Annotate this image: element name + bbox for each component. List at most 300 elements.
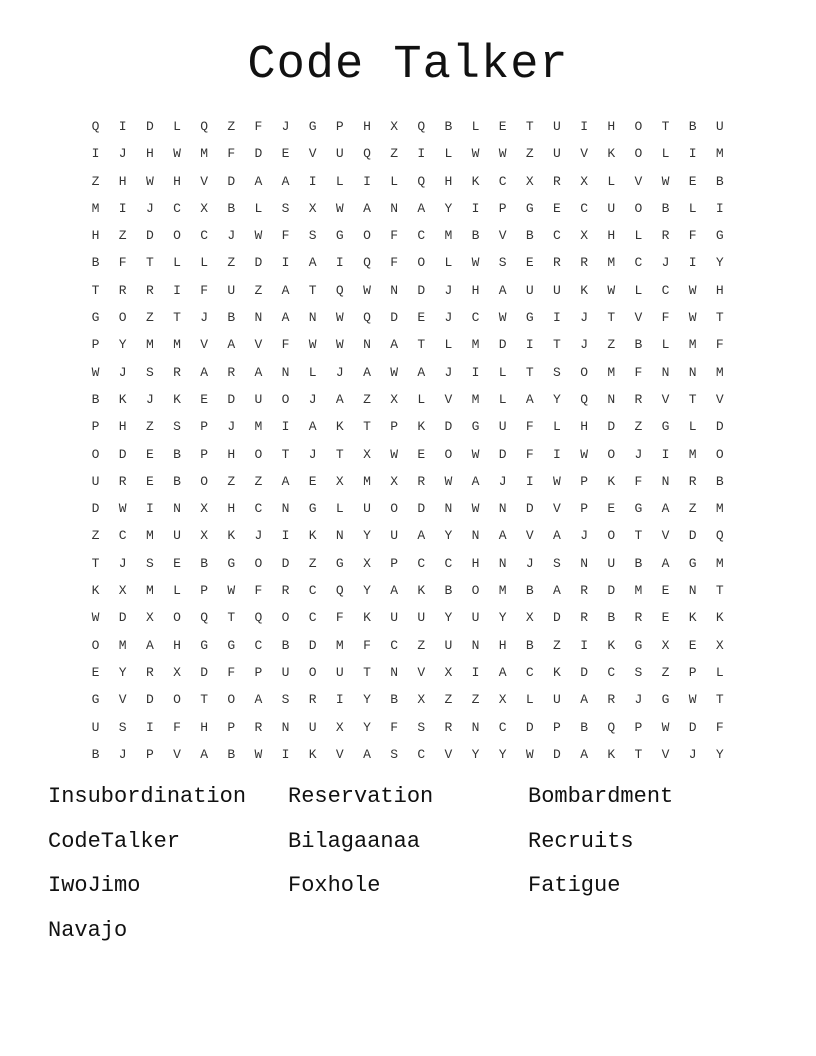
grid-letter: S	[553, 364, 561, 380]
grid-letter: T	[553, 337, 561, 353]
grid-letter: U	[525, 282, 534, 298]
grid-letter: V	[200, 337, 209, 353]
grid-letter: L	[173, 583, 181, 599]
grid-letter: D	[118, 446, 127, 462]
grid-letter: X	[580, 173, 588, 189]
grid-letter: P	[200, 419, 209, 435]
grid-letter: G	[471, 419, 480, 435]
grid-letter: M	[715, 501, 724, 517]
grid-letter: X	[390, 473, 399, 489]
grid-letter: E	[661, 583, 670, 599]
grid-letter: I	[281, 419, 290, 435]
grid-letter: A	[200, 364, 209, 380]
grid-letter: J	[227, 419, 236, 435]
grid-letter: C	[661, 282, 670, 298]
grid-letter: A	[580, 692, 588, 708]
grid-letter: E	[281, 146, 290, 162]
grid-letter: F	[281, 228, 290, 244]
grid-letter: H	[227, 501, 236, 517]
grid-letter: M	[335, 637, 344, 653]
grid-letter: X	[363, 555, 371, 571]
grid-letter: W	[335, 200, 344, 216]
grid-letter: P	[498, 200, 507, 216]
grid-letter: I	[471, 664, 480, 680]
grid-letter: W	[661, 173, 670, 189]
grid-letter: U	[390, 610, 399, 626]
grid-letter: S	[634, 664, 643, 680]
grid-letter: A	[281, 473, 290, 489]
grid-letter: T	[525, 364, 534, 380]
grid-letter: C	[308, 610, 317, 626]
grid-letter: A	[525, 391, 534, 407]
grid-letter: C	[444, 555, 453, 571]
grid-letter: U	[553, 282, 561, 298]
grid-letter: H	[145, 146, 154, 162]
grid-letter: B	[525, 637, 534, 653]
grid-letter: N	[281, 364, 290, 380]
grid-letter: P	[91, 419, 100, 435]
grid-letter: H	[363, 119, 371, 134]
grid-letter: I	[145, 719, 154, 735]
grid-letter: A	[363, 746, 371, 762]
grid-letter: L	[715, 664, 724, 680]
grid-letter: N	[390, 664, 399, 680]
grid-letter: K	[471, 173, 480, 189]
grid-letter: Q	[335, 282, 344, 298]
grid-letter: Y	[363, 528, 371, 544]
grid-letter: L	[471, 119, 480, 134]
grid-letter: B	[227, 310, 236, 326]
grid-letter: A	[553, 528, 561, 544]
grid-letter: E	[607, 501, 616, 517]
grid-letter: W	[308, 337, 317, 353]
grid-letter: K	[607, 146, 616, 162]
grid-letter: B	[525, 228, 534, 244]
grid-letter: W	[254, 746, 263, 762]
grid-letter: W	[335, 337, 344, 353]
grid-letter: W	[661, 719, 670, 735]
grid-letter: I	[363, 173, 371, 189]
grid-letter: L	[688, 200, 697, 216]
grid-letter: L	[335, 501, 344, 517]
grid-letter: W	[471, 446, 480, 462]
grid-letter: D	[145, 228, 154, 244]
grid-letter: E	[308, 473, 317, 489]
grid-letter: Y	[498, 610, 507, 626]
grid-letter: X	[118, 583, 127, 599]
grid-letter: R	[688, 473, 697, 489]
grid-letter: S	[417, 719, 426, 735]
grid-letter: H	[715, 282, 724, 298]
grid-letter: U	[227, 282, 236, 298]
grid-letter: W	[145, 173, 154, 189]
grid-letter: O	[200, 473, 209, 489]
grid-letter: D	[254, 146, 263, 162]
grid-letter: K	[607, 637, 616, 653]
grid-letter: Z	[471, 692, 480, 708]
grid-letter: P	[200, 446, 209, 462]
grid-letter: F	[227, 664, 236, 680]
grid-letter: Q	[607, 719, 616, 735]
word-list-item: CodeTalker	[48, 828, 181, 854]
grid-letter: P	[580, 473, 588, 489]
grid-letter: P	[688, 664, 697, 680]
grid-letter: A	[308, 255, 317, 271]
grid-letter: L	[634, 228, 643, 244]
grid-letter: J	[498, 473, 507, 489]
grid-letter: Z	[227, 119, 236, 134]
grid-letter: V	[580, 146, 588, 162]
grid-letter: R	[580, 610, 588, 626]
grid-letter: O	[173, 692, 181, 708]
grid-letter: J	[444, 364, 453, 380]
grid-letter: V	[308, 146, 317, 162]
grid-letter: U	[173, 528, 181, 544]
grid-letter: E	[417, 310, 426, 326]
grid-letter: X	[525, 173, 534, 189]
grid-letter: T	[173, 310, 181, 326]
grid-letter: H	[173, 173, 181, 189]
grid-letter: J	[661, 255, 670, 271]
grid-letter: N	[607, 391, 616, 407]
grid-letter: P	[580, 501, 588, 517]
grid-letter: K	[607, 746, 616, 762]
grid-letter: B	[200, 555, 209, 571]
grid-letter: N	[363, 337, 371, 353]
grid-letter: M	[444, 228, 453, 244]
grid-letter: I	[471, 200, 480, 216]
grid-letter: S	[281, 200, 290, 216]
grid-letter: J	[580, 310, 588, 326]
grid-letter: J	[308, 391, 317, 407]
grid-letter: L	[498, 391, 507, 407]
grid-letter: D	[525, 719, 534, 735]
grid-letter: N	[390, 200, 399, 216]
grid-letter: X	[498, 692, 507, 708]
grid-letter: E	[91, 664, 100, 680]
grid-letter: W	[91, 364, 100, 380]
grid-letter: X	[580, 228, 588, 244]
grid-letter: C	[254, 637, 263, 653]
grid-letter: J	[118, 746, 127, 762]
grid-letter: S	[118, 719, 127, 735]
grid-letter: F	[254, 119, 263, 134]
grid-letter: I	[335, 692, 344, 708]
grid-letter: C	[553, 228, 561, 244]
grid-letter: O	[91, 446, 100, 462]
grid-letter: Q	[200, 610, 209, 626]
grid-letter: O	[281, 391, 290, 407]
grid-letter: A	[254, 173, 263, 189]
grid-letter: C	[308, 583, 317, 599]
grid-letter: B	[634, 555, 643, 571]
grid-letter: E	[200, 391, 209, 407]
grid-letter: W	[688, 282, 697, 298]
grid-letter: E	[145, 473, 154, 489]
grid-letter: I	[553, 310, 561, 326]
grid-letter: E	[688, 173, 697, 189]
grid-letter: H	[607, 119, 616, 134]
grid-letter: G	[308, 119, 317, 134]
grid-letter: M	[173, 337, 181, 353]
grid-letter: T	[335, 446, 344, 462]
grid-letter: K	[715, 610, 724, 626]
grid-letter: F	[227, 146, 236, 162]
grid-letter: R	[553, 173, 561, 189]
grid-letter: W	[254, 228, 263, 244]
grid-letter: R	[118, 473, 127, 489]
grid-letter: Q	[91, 119, 100, 134]
grid-letter: D	[715, 419, 724, 435]
word-list	[48, 782, 768, 960]
grid-letter: D	[200, 664, 209, 680]
grid-letter: C	[417, 555, 426, 571]
grid-letter: J	[118, 146, 127, 162]
grid-letter: T	[715, 692, 724, 708]
grid-letter: I	[715, 200, 724, 216]
grid-letter: G	[227, 637, 236, 653]
grid-letter: Q	[580, 391, 588, 407]
grid-letter: A	[498, 282, 507, 298]
grid-letter: M	[254, 419, 263, 435]
grid-letter: B	[661, 200, 670, 216]
grid-letter: V	[634, 173, 643, 189]
grid-letter: I	[471, 364, 480, 380]
grid-letter: F	[390, 228, 399, 244]
grid-letter: H	[607, 228, 616, 244]
grid-letter: X	[200, 200, 209, 216]
grid-letter: J	[254, 528, 263, 544]
grid-letter: G	[634, 501, 643, 517]
grid-letter: K	[91, 583, 100, 599]
grid-letter: B	[471, 228, 480, 244]
grid-letter: L	[444, 146, 453, 162]
grid-letter: D	[390, 310, 399, 326]
grid-letter: L	[553, 419, 561, 435]
grid-letter: H	[200, 719, 209, 735]
grid-letter: M	[715, 555, 724, 571]
grid-letter: C	[390, 637, 399, 653]
grid-letter: V	[444, 391, 453, 407]
grid-letter: T	[417, 337, 426, 353]
grid-letter: K	[417, 419, 426, 435]
grid-letter: H	[91, 228, 100, 244]
grid-letter: U	[498, 419, 507, 435]
grid-letter: A	[308, 419, 317, 435]
grid-letter: Q	[254, 610, 263, 626]
grid-letter: R	[607, 692, 616, 708]
grid-letter: T	[634, 746, 643, 762]
grid-letter: U	[254, 391, 263, 407]
grid-letter: L	[661, 146, 670, 162]
grid-letter: G	[91, 692, 100, 708]
grid-letter: R	[173, 364, 181, 380]
grid-letter: T	[634, 528, 643, 544]
grid-letter: B	[688, 119, 697, 134]
grid-letter: O	[607, 446, 616, 462]
grid-letter: D	[91, 501, 100, 517]
grid-letter: G	[715, 228, 724, 244]
grid-letter: M	[688, 446, 697, 462]
grid-letter: E	[173, 555, 181, 571]
grid-letter: O	[715, 446, 724, 462]
grid-letter: H	[173, 637, 181, 653]
grid-letter: W	[471, 501, 480, 517]
grid-letter: P	[227, 719, 236, 735]
grid-letter: A	[580, 746, 588, 762]
grid-letter: L	[444, 255, 453, 271]
grid-letter: X	[363, 446, 371, 462]
grid-letter: K	[335, 419, 344, 435]
grid-letter: O	[607, 528, 616, 544]
grid-letter: R	[308, 692, 317, 708]
grid-letter: P	[145, 746, 154, 762]
grid-letter: T	[715, 583, 724, 599]
grid-letter: U	[335, 664, 344, 680]
grid-letter: W	[553, 473, 561, 489]
grid-letter: R	[634, 391, 643, 407]
grid-letter: U	[607, 200, 616, 216]
grid-letter: Y	[715, 746, 724, 762]
grid-letter: F	[281, 337, 290, 353]
grid-letter: I	[173, 282, 181, 298]
grid-letter: D	[145, 692, 154, 708]
grid-letter: B	[525, 583, 534, 599]
grid-letter: X	[525, 610, 534, 626]
grid-letter: L	[173, 119, 181, 134]
grid-letter: A	[363, 364, 371, 380]
grid-letter: M	[145, 583, 154, 599]
grid-letter: K	[118, 391, 127, 407]
grid-letter: T	[91, 282, 100, 298]
grid-letter: L	[498, 364, 507, 380]
grid-letter: D	[444, 419, 453, 435]
grid-letter: G	[91, 310, 100, 326]
grid-letter: Z	[145, 419, 154, 435]
word-list-item: Bombardment	[528, 784, 674, 809]
grid-letter: R	[145, 664, 154, 680]
grid-letter: N	[661, 473, 670, 489]
grid-letter: A	[254, 364, 263, 380]
grid-letter: U	[553, 119, 561, 134]
grid-letter: S	[498, 255, 507, 271]
grid-letter: S	[173, 419, 181, 435]
grid-letter: V	[335, 746, 344, 762]
grid-letter: U	[553, 692, 561, 708]
grid-letter: X	[661, 637, 670, 653]
grid-letter: C	[471, 310, 480, 326]
grid-letter: C	[200, 228, 209, 244]
grid-letter: B	[281, 637, 290, 653]
grid-letter: B	[444, 583, 453, 599]
grid-letter: I	[688, 146, 697, 162]
grid-letter: I	[281, 746, 290, 762]
grid-letter: U	[715, 119, 724, 134]
grid-letter: F	[634, 473, 643, 489]
grid-letter: T	[363, 419, 371, 435]
grid-letter: L	[254, 200, 263, 216]
grid-letter: R	[254, 719, 263, 735]
grid-letter: S	[281, 692, 290, 708]
grid-letter: Z	[254, 282, 263, 298]
grid-letter: W	[688, 692, 697, 708]
word-list-item: IwoJimo	[48, 873, 141, 898]
grid-letter: E	[661, 610, 670, 626]
grid-letter: L	[173, 255, 181, 271]
grid-letter: O	[417, 255, 426, 271]
grid-letter: V	[634, 310, 643, 326]
grid-letter: H	[498, 637, 507, 653]
word-list-item: Recruits	[528, 828, 634, 854]
grid-letter: O	[254, 555, 263, 571]
grid-letter: Z	[227, 255, 236, 271]
grid-letter: D	[417, 501, 426, 517]
grid-letter: W	[173, 146, 181, 162]
grid-letter: V	[254, 337, 263, 353]
grid-letter: Y	[444, 610, 453, 626]
grid-letter: D	[525, 501, 534, 517]
grid-letter: Z	[390, 146, 399, 162]
grid-letter: G	[661, 419, 670, 435]
grid-letter: J	[444, 282, 453, 298]
grid-letter: S	[308, 228, 317, 244]
grid-letter: S	[145, 364, 154, 380]
grid-letter: P	[634, 719, 643, 735]
grid-letter: O	[634, 200, 643, 216]
grid-letter: V	[715, 391, 724, 407]
grid-letter: W	[444, 473, 453, 489]
grid-letter: F	[634, 364, 643, 380]
grid-letter: J	[145, 391, 154, 407]
grid-letter: D	[227, 391, 236, 407]
grid-letter: F	[390, 719, 399, 735]
grid-letter: M	[118, 637, 127, 653]
grid-letter: H	[471, 555, 480, 571]
grid-letter: B	[91, 746, 100, 762]
grid-letter: O	[173, 610, 181, 626]
grid-letter: P	[335, 119, 344, 134]
grid-letter: B	[390, 692, 399, 708]
grid-letter: A	[417, 364, 426, 380]
grid-letter: L	[688, 419, 697, 435]
grid-letter: A	[390, 583, 399, 599]
grid-letter: K	[688, 610, 697, 626]
grid-letter: P	[91, 337, 100, 353]
grid-letter: V	[173, 746, 181, 762]
grid-letter: O	[173, 228, 181, 244]
grid-letter: D	[580, 664, 588, 680]
grid-letter: O	[444, 446, 453, 462]
grid-letter: Y	[118, 664, 127, 680]
grid-letter: O	[227, 692, 236, 708]
grid-letter: J	[118, 364, 127, 380]
grid-letter: O	[254, 446, 263, 462]
grid-letter: T	[525, 119, 534, 134]
grid-letter: S	[390, 746, 399, 762]
grid-letter: Z	[118, 228, 127, 244]
grid-letter: C	[525, 664, 534, 680]
grid-letter: K	[308, 528, 317, 544]
grid-letter: P	[390, 555, 399, 571]
grid-letter: R	[444, 719, 453, 735]
grid-letter: F	[390, 255, 399, 271]
grid-letter: M	[688, 337, 697, 353]
grid-letter: M	[634, 583, 643, 599]
grid-letter: I	[525, 337, 534, 353]
grid-letter: W	[335, 310, 344, 326]
word-list-item: Navajo	[48, 917, 128, 943]
grid-letter: W	[118, 501, 127, 517]
